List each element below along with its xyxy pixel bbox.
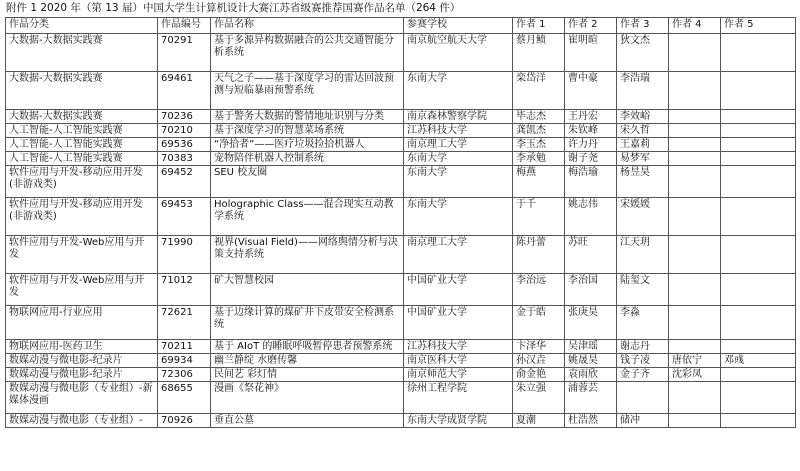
cell-author-1: 龚凯杰 bbox=[513, 124, 565, 138]
cell-author-1: 卞泽华 bbox=[513, 340, 565, 354]
table-row bbox=[6, 340, 796, 354]
cell-author-4 bbox=[669, 124, 721, 138]
cell-author-2: 梅浩瑜 bbox=[565, 166, 617, 198]
cell-author-1: 李承勉 bbox=[513, 152, 565, 166]
cell-category: 物联网应用-医药卫生 bbox=[6, 340, 158, 354]
cell-work-title: 民间艺 彩灯情 bbox=[211, 368, 404, 382]
table-row bbox=[6, 368, 796, 382]
cell-work-id: 70926 bbox=[158, 414, 211, 428]
cell-author-4: 唐依宁 bbox=[669, 354, 721, 368]
cell-author-5 bbox=[721, 306, 796, 340]
award-list-table bbox=[5, 17, 796, 428]
cell-category: 大数据-大数据实践赛 bbox=[6, 72, 158, 110]
cell-school: 东南大学 bbox=[404, 72, 513, 110]
header-author-2: 作者 2 bbox=[565, 18, 617, 34]
cell-work-id: 70211 bbox=[158, 340, 211, 354]
cell-school: 南京医科大学 bbox=[404, 354, 513, 368]
cell-work-id: 72306 bbox=[158, 368, 211, 382]
header-author-1: 作者 1 bbox=[513, 18, 565, 34]
cell-author-1: 夏潮 bbox=[513, 414, 565, 428]
cell-author-3: 易梦军 bbox=[617, 152, 669, 166]
cell-category: 软件应用与开发-移动应用开发(非游戏类) bbox=[6, 166, 158, 198]
cell-author-5 bbox=[721, 34, 796, 72]
cell-work-id: 71012 bbox=[158, 274, 211, 306]
cell-school: 南京师范大学 bbox=[404, 368, 513, 382]
cell-author-4 bbox=[669, 414, 721, 428]
table-row bbox=[6, 382, 796, 414]
cell-school: 东南大学成贤学院 bbox=[404, 414, 513, 428]
cell-author-2: 崔明暄 bbox=[565, 34, 617, 72]
table-row bbox=[6, 236, 796, 274]
cell-work-id: 70383 bbox=[158, 152, 211, 166]
table-row bbox=[6, 138, 796, 152]
document-caption: 附件 1 2020 年（第 13 届）中国大学生计算机设计大赛江苏省级赛推荐国赛作品名单（264 件） bbox=[6, 2, 461, 14]
cell-author-4 bbox=[669, 236, 721, 274]
table-row bbox=[6, 166, 796, 198]
cell-work-id: 69452 bbox=[158, 166, 211, 198]
cell-work-title: Holographic Class——混合现实互动教学系统 bbox=[211, 198, 404, 236]
cell-work-id: 69453 bbox=[158, 198, 211, 236]
cell-work-id: 68655 bbox=[158, 382, 211, 414]
cell-school: 南京理工大学 bbox=[404, 236, 513, 274]
cell-work-title: 视界(Visual Field)——网络舆情分析与决策支持系统 bbox=[211, 236, 404, 274]
cell-author-1: 栾岱洋 bbox=[513, 72, 565, 110]
cell-work-id: 69934 bbox=[158, 354, 211, 368]
table-row bbox=[6, 72, 796, 110]
cell-category: 大数据-大数据实践赛 bbox=[6, 110, 158, 124]
cell-school: 南京航空航天大学 bbox=[404, 34, 513, 72]
cell-author-5 bbox=[721, 198, 796, 236]
cell-author-4 bbox=[669, 138, 721, 152]
table-header-row bbox=[6, 18, 796, 34]
cell-school: 东南大学 bbox=[404, 166, 513, 198]
header-work-id: 作品编号 bbox=[158, 18, 211, 34]
cell-author-2: 朱钦峰 bbox=[565, 124, 617, 138]
cell-author-5 bbox=[721, 340, 796, 354]
cell-school: 东南大学 bbox=[404, 198, 513, 236]
cell-work-id: 71990 bbox=[158, 236, 211, 274]
cell-author-1: 毕志杰 bbox=[513, 110, 565, 124]
header-category: 作品分类 bbox=[6, 18, 158, 34]
cell-author-5 bbox=[721, 138, 796, 152]
table-row bbox=[6, 198, 796, 236]
cell-author-2: 张庚昊 bbox=[565, 306, 617, 340]
cell-author-4 bbox=[669, 166, 721, 198]
cell-author-2: 王丹宏 bbox=[565, 110, 617, 124]
cell-author-1: 俞金艳 bbox=[513, 368, 565, 382]
cell-author-3 bbox=[617, 382, 669, 414]
cell-author-5 bbox=[721, 236, 796, 274]
cell-author-5 bbox=[721, 124, 796, 138]
cell-author-2: 袁雨欣 bbox=[565, 368, 617, 382]
header-author-3: 作者 3 bbox=[617, 18, 669, 34]
cell-author-2: 李治国 bbox=[565, 274, 617, 306]
cell-school: 江苏科技大学 bbox=[404, 124, 513, 138]
table-row bbox=[6, 152, 796, 166]
cell-author-3: 李效峪 bbox=[617, 110, 669, 124]
cell-work-id: 72621 bbox=[158, 306, 211, 340]
cell-author-1: 金于皓 bbox=[513, 306, 565, 340]
table-row bbox=[6, 306, 796, 340]
cell-author-4 bbox=[669, 382, 721, 414]
cell-school: 东南大学 bbox=[404, 152, 513, 166]
cell-category: 数媒动漫与微电影-纪录片 bbox=[6, 368, 158, 382]
cell-work-title: 基于深度学习的智慧菜场系统 bbox=[211, 124, 404, 138]
cell-school: 中国矿业大学 bbox=[404, 274, 513, 306]
cell-author-4 bbox=[669, 34, 721, 72]
cell-work-title: 矿大智慧校园 bbox=[211, 274, 404, 306]
cell-author-2: 苏旺 bbox=[565, 236, 617, 274]
cell-author-3: 李浩瑞 bbox=[617, 72, 669, 110]
cell-author-5 bbox=[721, 72, 796, 110]
cell-category: 软件应用与开发-Web应用与开发 bbox=[6, 274, 158, 306]
cell-work-title: SEU 校友圈 bbox=[211, 166, 404, 198]
cell-author-2: 姚志伟 bbox=[565, 198, 617, 236]
cell-category: 数媒动漫与微电影（专业组）-新媒体漫画 bbox=[6, 382, 158, 414]
table-row bbox=[6, 110, 796, 124]
cell-author-2: 许力丹 bbox=[565, 138, 617, 152]
cell-author-1: 于千 bbox=[513, 198, 565, 236]
cell-author-2: 谢子尧 bbox=[565, 152, 617, 166]
table-row bbox=[6, 354, 796, 368]
cell-author-1: 蔡月鲼 bbox=[513, 34, 565, 72]
cell-author-1: 李治远 bbox=[513, 274, 565, 306]
cell-author-1: 陈丹蕾 bbox=[513, 236, 565, 274]
cell-author-2: 曹中豪 bbox=[565, 72, 617, 110]
cell-category: 大数据-大数据实践赛 bbox=[6, 34, 158, 72]
cell-author-3: 王嘉莉 bbox=[617, 138, 669, 152]
cell-work-id: 70210 bbox=[158, 124, 211, 138]
cell-author-2: 浦蓉芸 bbox=[565, 382, 617, 414]
cell-author-3: 谢志丹 bbox=[617, 340, 669, 354]
cell-author-2: 姚晟昊 bbox=[565, 354, 617, 368]
cell-author-4 bbox=[669, 274, 721, 306]
cell-work-title: 基于 AIoT 的睡眠呼吸暂停患者预警系统 bbox=[211, 340, 404, 354]
cell-school: 徐州工程学院 bbox=[404, 382, 513, 414]
cell-category: 软件应用与开发-移动应用开发(非游戏类) bbox=[6, 198, 158, 236]
header-work-title: 作品名称 bbox=[211, 18, 404, 34]
cell-author-5 bbox=[721, 110, 796, 124]
cell-school: 南京森林警察学院 bbox=[404, 110, 513, 124]
header-school: 参赛学校 bbox=[404, 18, 513, 34]
table-row bbox=[6, 274, 796, 306]
cell-author-3: 李淼 bbox=[617, 306, 669, 340]
cell-author-1: 李玉杰 bbox=[513, 138, 565, 152]
cell-author-3: 钱子凌 bbox=[617, 354, 669, 368]
cell-author-5 bbox=[721, 166, 796, 198]
cell-author-3: 江天玥 bbox=[617, 236, 669, 274]
cell-school: 中国矿业大学 bbox=[404, 306, 513, 340]
header-author-4: 作者 4 bbox=[669, 18, 721, 34]
cell-author-4 bbox=[669, 72, 721, 110]
cell-author-3: 宋久哲 bbox=[617, 124, 669, 138]
cell-author-3: 金子齐 bbox=[617, 368, 669, 382]
cell-author-1: 梅燕 bbox=[513, 166, 565, 198]
cell-work-id: 69536 bbox=[158, 138, 211, 152]
table-row bbox=[6, 414, 796, 428]
cell-author-4 bbox=[669, 198, 721, 236]
cell-author-4 bbox=[669, 306, 721, 340]
cell-school: 江苏科技大学 bbox=[404, 340, 513, 354]
cell-work-id: 70236 bbox=[158, 110, 211, 124]
cell-author-5 bbox=[721, 382, 796, 414]
cell-work-title: 基于多源异构数据融合的公共交通智能分析系统 bbox=[211, 34, 404, 72]
cell-category: 人工智能-人工智能实践赛 bbox=[6, 124, 158, 138]
cell-work-title: 漫画《祭花神》 bbox=[211, 382, 404, 414]
cell-author-3: 狄文杰 bbox=[617, 34, 669, 72]
cell-school: 南京理工大学 bbox=[404, 138, 513, 152]
cell-category: 软件应用与开发-Web应用与开发 bbox=[6, 236, 158, 274]
cell-author-2: 吴津瑶 bbox=[565, 340, 617, 354]
cell-work-title: 宠物陪伴机器人控制系统 bbox=[211, 152, 404, 166]
cell-author-3: 储冲 bbox=[617, 414, 669, 428]
cell-author-3: 宋媛媛 bbox=[617, 198, 669, 236]
cell-author-4 bbox=[669, 152, 721, 166]
cell-author-3: 陆玺文 bbox=[617, 274, 669, 306]
cell-author-5 bbox=[721, 274, 796, 306]
header-author-5: 作者 5 bbox=[721, 18, 796, 34]
cell-author-5: 邓彧 bbox=[721, 354, 796, 368]
cell-work-title: 基于警务大数据的警情地址识别与分类 bbox=[211, 110, 404, 124]
table-row bbox=[6, 34, 796, 72]
cell-author-5 bbox=[721, 414, 796, 428]
cell-category: 数媒动漫与微电影（专业组）- bbox=[6, 414, 158, 428]
cell-work-title: 基于边缘计算的煤矿井下皮带安全检测系统 bbox=[211, 306, 404, 340]
cell-work-id: 69461 bbox=[158, 72, 211, 110]
cell-work-title: 幽兰静绽 水磨传馨 bbox=[211, 354, 404, 368]
cell-work-title: 天气之子——基于深度学习的雷达回波预测与短临暴雨预警系统 bbox=[211, 72, 404, 110]
cell-author-1: 朱立强 bbox=[513, 382, 565, 414]
cell-author-5 bbox=[721, 368, 796, 382]
cell-author-4: 沈彩凤 bbox=[669, 368, 721, 382]
cell-author-4 bbox=[669, 110, 721, 124]
cell-category: 人工智能-人工智能实践赛 bbox=[6, 152, 158, 166]
cell-author-3: 杨昱昊 bbox=[617, 166, 669, 198]
cell-category: 数媒动漫与微电影-纪录片 bbox=[6, 354, 158, 368]
cell-author-1: 孙汉垚 bbox=[513, 354, 565, 368]
cell-category: 物联网应用-行业应用 bbox=[6, 306, 158, 340]
cell-category: 人工智能-人工智能实践赛 bbox=[6, 138, 158, 152]
table-row bbox=[6, 124, 796, 138]
cell-work-title: “净拾者”——医疗垃圾捡拾机器人 bbox=[211, 138, 404, 152]
cell-author-5 bbox=[721, 152, 796, 166]
cell-author-4 bbox=[669, 340, 721, 354]
cell-work-id: 70291 bbox=[158, 34, 211, 72]
cell-author-2: 杜浩然 bbox=[565, 414, 617, 428]
cell-work-title: 垂直公墓 bbox=[211, 414, 404, 428]
